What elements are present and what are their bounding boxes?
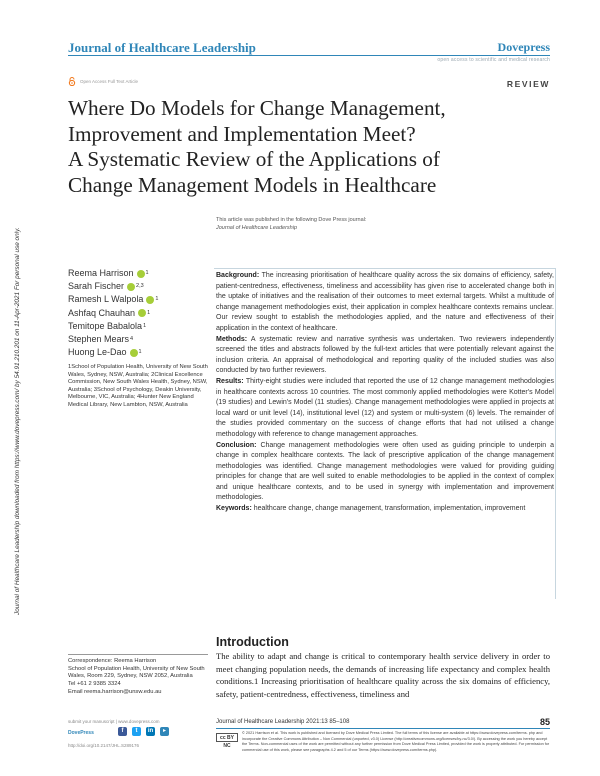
- article-title: [68, 96, 548, 198]
- correspondence-address: School of Population Health, University of New South Wales, Room 229, Sydney, NSW 2052, Australia: [68, 665, 205, 680]
- publication-note-text: This article was published in the following Dove Press journal:: [216, 217, 367, 223]
- title-line: Improvement and Implementation Meet?: [68, 121, 416, 146]
- title-line: Where Do Models for Change Management,: [68, 96, 446, 120]
- author: [68, 320, 208, 333]
- correspondence-name: Correspondence: Reema Harrison: [68, 658, 157, 664]
- correspondence-email[interactable]: Email reema.harrison@unsw.edu.au: [68, 688, 162, 695]
- dovepress-share-icon[interactable]: ▸: [160, 727, 169, 736]
- social-links: [118, 727, 169, 736]
- journal-citation: Journal of Healthcare Leadership 2021:13 85–108: [216, 719, 350, 725]
- author: [68, 267, 208, 280]
- submit-manuscript-link[interactable]: submit your manuscript | www.dovepress.com: [68, 719, 160, 724]
- author-affiliation-ref: 1: [143, 322, 147, 329]
- header-divider: [68, 55, 550, 56]
- open-access-label: Open Access Full Text Article: [80, 79, 138, 84]
- title-line: A Systematic Review of the Applications of: [68, 147, 440, 171]
- author-affiliation-ref: 1: [147, 309, 151, 316]
- abstract-label: Methods:: [216, 335, 248, 343]
- author-affiliation-ref: 1: [155, 296, 159, 303]
- author-name: Huong Le-Dao: [68, 347, 127, 358]
- abstract-label: Keywords:: [216, 505, 252, 512]
- author-affiliation-ref: 4: [130, 336, 134, 343]
- author-affiliation-ref: 1: [145, 270, 149, 276]
- abstract: [216, 271, 554, 515]
- author: [68, 293, 208, 306]
- abstract-text: healthcare change, change management, transformation, implementation, improvement: [253, 505, 526, 512]
- author-name: Reema Harrison: [68, 268, 134, 278]
- author-list: [68, 267, 208, 359]
- abstract-text: A systematic review and narrative synthesis was undertaken. Two reviewers independently screened the titles and abstracts followed by the full-text articles that were potentially relevant against the inclusion criteria. An appraisal of methodological and reporting quality of the included studies was also conducted by two further reviewers.: [216, 335, 554, 374]
- affiliations: 1School of Population Health, University of New South Wales, Sydney, NSW, Australia; 2Clinical Excellence Commission, New South Wales Health, Sydney, NSW, Australia; 3School of Psychology, Deakin University, Melbourne, VIC, Australia; 4Hunter New England Medical Library, New Lambton, NSW, Australia: [68, 364, 208, 408]
- publication-note: [216, 217, 366, 232]
- download-side-note: [14, 145, 58, 615]
- abstract-text: Thirty-eight studies were included that reported the use of 12 change management methodologies in healthcare contexts across 10 countries. The most commonly applied methodologies were Kotter's Model (19 studies) and Lewin's Model (11 studies). Change management methodologies were applied in projects at local ward or unit level (14), institutional level (12) and system or multi-system (6) levels. The remainder of the studies provided commentary on the success of change efforts that had not utilised a change methodology with reference to change management approaches.: [216, 378, 554, 438]
- correspondence: [68, 658, 208, 697]
- publisher-tagline: open access to scientific and medical research: [437, 57, 550, 63]
- abstract-text: The increasing prioritisation of healthcare quality across the six domains of efficiency, safety, patient-centredness, effectiveness, timeliness and accessibility has given rise to accelerated change both in the uptake of initiatives and the realisation of their outcomes to meet external targets. Whilst a multitude of change management methodologies exist, their application in complex healthcare contexts remains unclear. Our review sought to establish the methodologies applied, and the nature and effectiveness of their application in the context of healthcare.: [216, 272, 554, 332]
- correspondence-tel: Tel +61 2 9385 3324: [68, 681, 121, 688]
- author: [68, 333, 208, 346]
- introduction-text: The ability to adapt and change is critical to contemporary health service delivery in order to meet changing population needs, the demands of increasing life expectancy and complex health conditions.1 Increasing prioritisation of healthcare quality across the six domains of efficiency, safety, patient-centredness, effectiveness, timeliness and: [216, 651, 550, 699]
- abstract-text: Change management methodologies were often used as guiding principle to underpin a change in complex healthcare contexts. The lack of prescriptive application of the change management methodologies was identified. Change management methodologies were valued for providing guiding principles for change that are well suited to enable methodologies to be applied in the context of complex and unique healthcare contexts, and to be used in synergy with implementation and improvement methodologies.: [216, 441, 554, 501]
- orcid-icon[interactable]: [138, 309, 146, 317]
- author-affiliation-ref: 1: [138, 349, 142, 356]
- author-name: Stephen Mears: [68, 334, 130, 345]
- license-text: © 2021 Harrison et al. This work is published and licensed by Dove Medical Press Limited. The full terms of this license are available at https://www.dovepress.com/terms. php and incorporate the Creative Commons Attribution – Non Commercial (unported, v3.0) License (http://creativecommons.org/licenses/by-nc/3.0/). By accessing the work you hereby accept the Terms. Non-commercial uses of the work are permitted without any further permission from Dove Medical Press Limited, provided the work is properly attributed. For permission for commercial use of this work, please see paragraphs 4.2 and 5 of our Terms (https://www.dovepress.com/terms.php).: [242, 731, 550, 752]
- publisher-logo: Dovepress: [497, 40, 550, 54]
- dovepress-footer-logo[interactable]: DovePress: [68, 730, 94, 736]
- page-number: 85: [539, 717, 550, 727]
- orcid-icon[interactable]: [130, 349, 138, 357]
- abstract-label: Conclusion:: [216, 441, 257, 449]
- linkedin-icon[interactable]: in: [147, 728, 154, 734]
- footer-divider: [216, 728, 550, 729]
- title-line: Change Management Models in Healthcare: [68, 172, 437, 197]
- orcid-icon[interactable]: [137, 270, 145, 278]
- author-name: Sarah Fischer: [68, 281, 125, 292]
- article-type: REVIEW: [506, 79, 550, 89]
- side-note-text: Journal of Healthcare Leadership downloaded from https://www.dovepress.com/ by 54.91.210.201 on 11-Apr-2021 For personal use only.: [14, 227, 21, 615]
- author-name: Ramesh L Walpola: [68, 294, 144, 305]
- author-affiliation-ref: 2,3: [136, 283, 144, 290]
- orcid-icon[interactable]: [127, 283, 135, 291]
- orcid-icon[interactable]: [146, 296, 154, 304]
- publication-note-journal: Journal of Healthcare Leadership: [216, 224, 298, 231]
- doi-link[interactable]: http://doi.org/10.2147/JHL.S289176: [68, 743, 140, 748]
- abstract-label: Results:: [216, 378, 244, 385]
- abstract-background: [216, 271, 554, 334]
- abstract-results: [216, 377, 554, 440]
- abstract-methods: [216, 335, 554, 377]
- author-name: Ashfaq Chauhan: [68, 307, 136, 318]
- journal-title: Journal of Healthcare Leadership: [68, 40, 256, 55]
- author-name: Temitope Babalola: [68, 320, 143, 331]
- twitter-icon[interactable]: t: [132, 727, 141, 736]
- abstract-keywords: [216, 504, 554, 515]
- facebook-icon[interactable]: f: [118, 727, 127, 736]
- author: [68, 280, 208, 293]
- correspondence-divider: [68, 654, 208, 655]
- author: [68, 346, 208, 359]
- open-access-icon: [68, 77, 76, 86]
- abstract-conclusion: [216, 441, 554, 504]
- abstract-label: Background:: [216, 272, 260, 279]
- author: [68, 307, 208, 320]
- creative-commons-badge[interactable]: cc BY NC: [216, 733, 238, 742]
- section-heading: Introduction: [216, 635, 289, 649]
